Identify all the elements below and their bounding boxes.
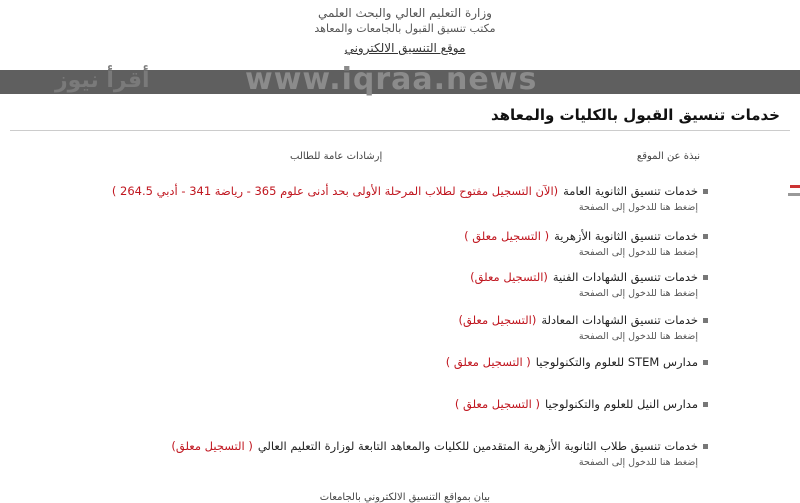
watermark-url: www.iqraa.news xyxy=(245,62,538,97)
page-title: خدمات تنسيق القبول بالكليات والمعاهد xyxy=(490,106,780,124)
service-name[interactable]: مدارس STEM للعلوم والتكنولوجيا xyxy=(535,355,698,369)
watermark-fragment: أقرأ نيوز xyxy=(55,68,150,93)
service-name[interactable]: خدمات تنسيق الشهادات الفنية xyxy=(552,270,698,284)
about-site-link[interactable]: نبذة عن الموقع xyxy=(636,151,700,162)
bullet-icon xyxy=(703,360,708,365)
service-link[interactable]: إضغط هنا للدخول إلى الصفحة xyxy=(578,247,698,258)
edge-marker xyxy=(786,185,800,201)
service-link[interactable]: إضغط هنا للدخول إلى الصفحة xyxy=(578,331,698,342)
service-link[interactable]: إضغط هنا للدخول إلى الصفحة xyxy=(578,288,698,299)
service-name[interactable]: خدمات تنسيق الثانوية العامة xyxy=(563,184,698,198)
service-status: ( التسجيل معلق) xyxy=(171,439,253,453)
service-link[interactable]: إضغط هنا للدخول إلى الصفحة xyxy=(578,202,698,213)
service-name[interactable]: خدمات تنسيق الثانوية الأزهرية xyxy=(554,229,698,243)
bullet-icon xyxy=(703,318,708,323)
bullet-icon xyxy=(703,402,708,407)
bullet-icon xyxy=(703,444,708,449)
service-item-nile xyxy=(455,397,708,411)
service-status: (الآن التسجيل مفتوح لطلاب المرحلة الأولى بحد أدنى علوم 365 - رياضة 341 - أدبي 264.5 ) xyxy=(111,184,559,198)
site-header xyxy=(0,0,800,70)
bullet-icon xyxy=(703,234,708,239)
service-name[interactable]: خدمات تنسيق الشهادات المعادلة xyxy=(541,313,698,327)
service-item-azhar xyxy=(464,229,708,258)
bullet-icon xyxy=(703,189,708,194)
service-item-technical xyxy=(470,270,708,299)
service-status: ( التسجيل معلق ) xyxy=(464,229,550,243)
student-guidance-link[interactable]: إرشادات عامة للطالب xyxy=(290,151,383,162)
service-name[interactable]: مدارس النيل للعلوم والتكنولوجيا xyxy=(544,397,698,411)
ministry-name: وزارة التعليم العالي والبحث العلمي xyxy=(318,6,492,20)
service-link[interactable]: إضغط هنا للدخول إلى الصفحة xyxy=(578,457,698,468)
site-link[interactable]: موقع التنسيق الالكتروني xyxy=(344,41,466,55)
service-status: ( التسجيل معلق ) xyxy=(445,355,531,369)
service-name[interactable]: خدمات تنسيق طلاب الثانوية الأزهرية المتقدمين للكليات والمعاهد التابعة لوزارة التعليم العالي xyxy=(257,439,698,453)
universities-list-link[interactable]: بيان بمواقع التنسيق الالكتروني بالجامعات xyxy=(319,492,490,503)
service-item-stem xyxy=(446,355,708,369)
service-status: ( التسجيل معلق ) xyxy=(454,397,540,411)
bullet-icon xyxy=(703,275,708,280)
service-item-general-secondary xyxy=(112,184,708,213)
service-item-azhar-higher-ed xyxy=(171,439,708,468)
service-status: (التسجيل معلق) xyxy=(458,313,537,327)
office-name: مكتب تنسيق القبول بالجامعات والمعاهد xyxy=(314,22,496,35)
service-item-equivalent xyxy=(459,313,708,342)
title-divider xyxy=(10,130,790,131)
service-status: (التسجيل معلق) xyxy=(470,270,548,284)
